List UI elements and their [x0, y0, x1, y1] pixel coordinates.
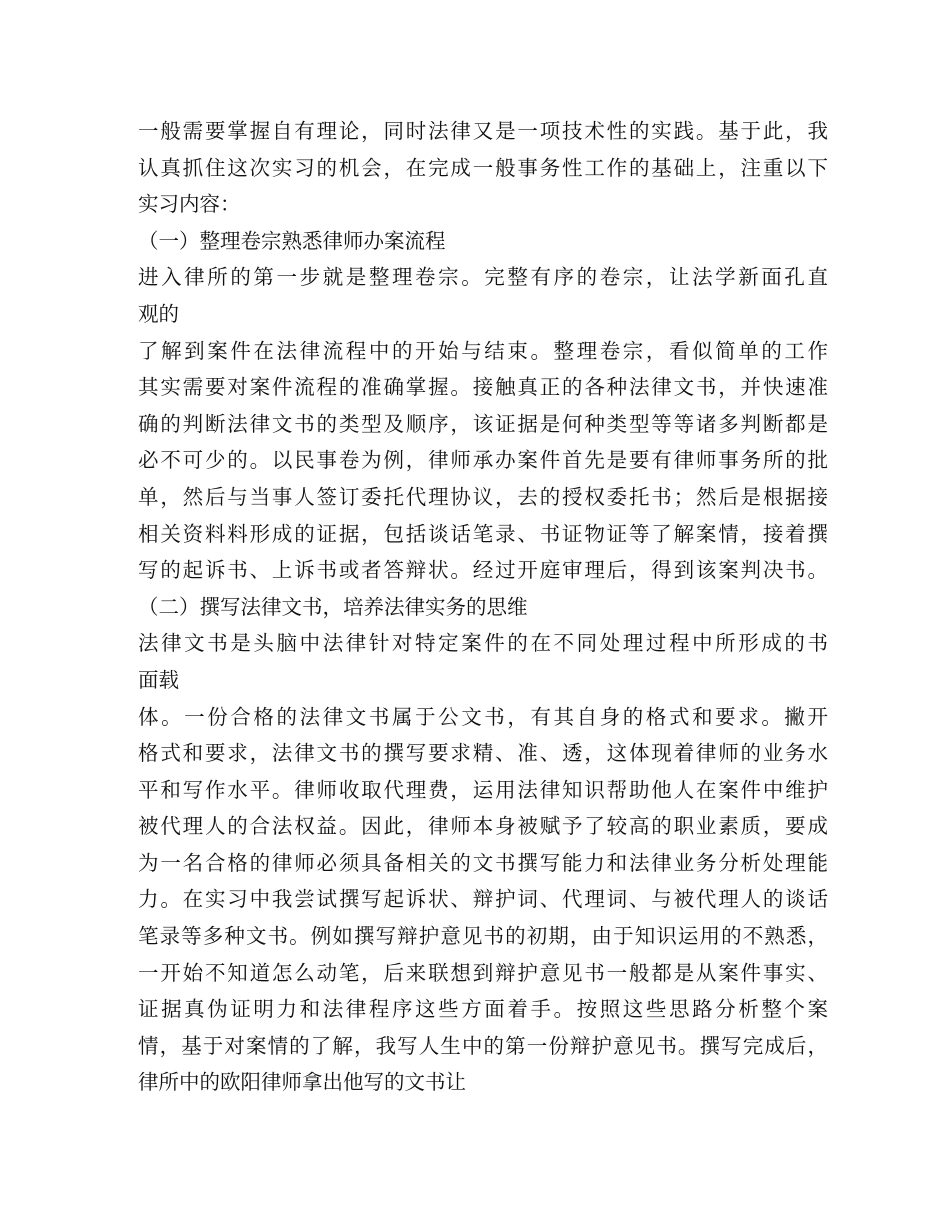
text-line: 力。在实习中我尝试撰写起诉状、辩护词、代理词、与被代理人的谈话 [138, 887, 828, 912]
text-line: 为一名合格的律师必须具备相关的文书撰写能力和法律业务分析处理能 [138, 850, 828, 875]
section-heading: （一）整理卷宗熟悉律师办案流程 [138, 228, 446, 253]
text-line: 平和写作水平。律师收取代理费，运用法律知识帮助他人在案件中维护 [138, 777, 828, 802]
text-line: 一开始不知道怎么动笔，后来联想到辩护意见书一般都是从案件事实、 [138, 960, 828, 985]
text-line: 法律文书是头脑中法律针对特定案件的在不同处理过程中所形成的书 [138, 631, 828, 656]
text-line: 单，然后与当事人签订委托代理协议，去的授权委托书；然后是根据接 [138, 484, 828, 509]
text-line: 认真抓住这次实习的机会，在完成一般事务性工作的基础上，注重以下 [138, 155, 828, 180]
text-line: 必不可少的。以民事卷为例，律师承办案件首先是要有律师事务所的批 [138, 448, 828, 473]
text-line: 笔录等多种文书。例如撰写辩护意见书的初期，由于知识运用的不熟悉， [138, 924, 828, 949]
text-line: 格式和要求，法律文书的撰写要求精、准、透，这体现着律师的业务水 [138, 741, 828, 766]
text-line: 证据真伪证明力和法律程序这些方面着手。按照这些思路分析整个案 [138, 997, 828, 1022]
text-line: 实习内容： [138, 192, 241, 217]
text-line: 律所中的欧阳律师拿出他写的文书让 [138, 1070, 466, 1095]
document-body [138, 113, 828, 1101]
text-line: 被代理人的合法权益。因此，律师本身被赋予了较高的职业素质，要成 [138, 814, 828, 839]
text-line: 了解到案件在法律流程中的开始与结束。整理卷宗，看似简单的工作 [138, 338, 828, 363]
text-line: 情，基于对案情的了解，我写人生中的第一份辩护意见书。撰写完成后， [138, 1033, 828, 1058]
text-line: 其实需要对案件流程的准确掌握。接触真正的各种法律文书，并快速准 [138, 375, 828, 400]
text-line: 面载 [138, 667, 179, 692]
section-heading: （二）撰写法律文书，培养法律实务的思维 [138, 594, 528, 619]
text-line: 确的判断法律文书的类型及顺序，该证据是何种类型等等诸多判断都是 [138, 411, 828, 436]
text-line: 一般需要掌握自有理论，同时法律又是一项技术性的实践。基于此，我 [138, 119, 828, 143]
text-line: 进入律所的第一步就是整理卷宗。完整有序的卷宗，让法学新面孔直 [138, 265, 828, 290]
text-line: 体。一份合格的法律文书属于公文书，有其自身的格式和要求。撇开 [138, 704, 828, 729]
text-line: 相关资料料形成的证据，包括谈话笔录、书证物证等了解案情，接着撰 [138, 521, 828, 546]
text-line: 观的 [138, 301, 179, 326]
text-line: 写的起诉书、上诉书或者答辩状。经过开庭审理后，得到该案判决书。 [138, 558, 828, 583]
